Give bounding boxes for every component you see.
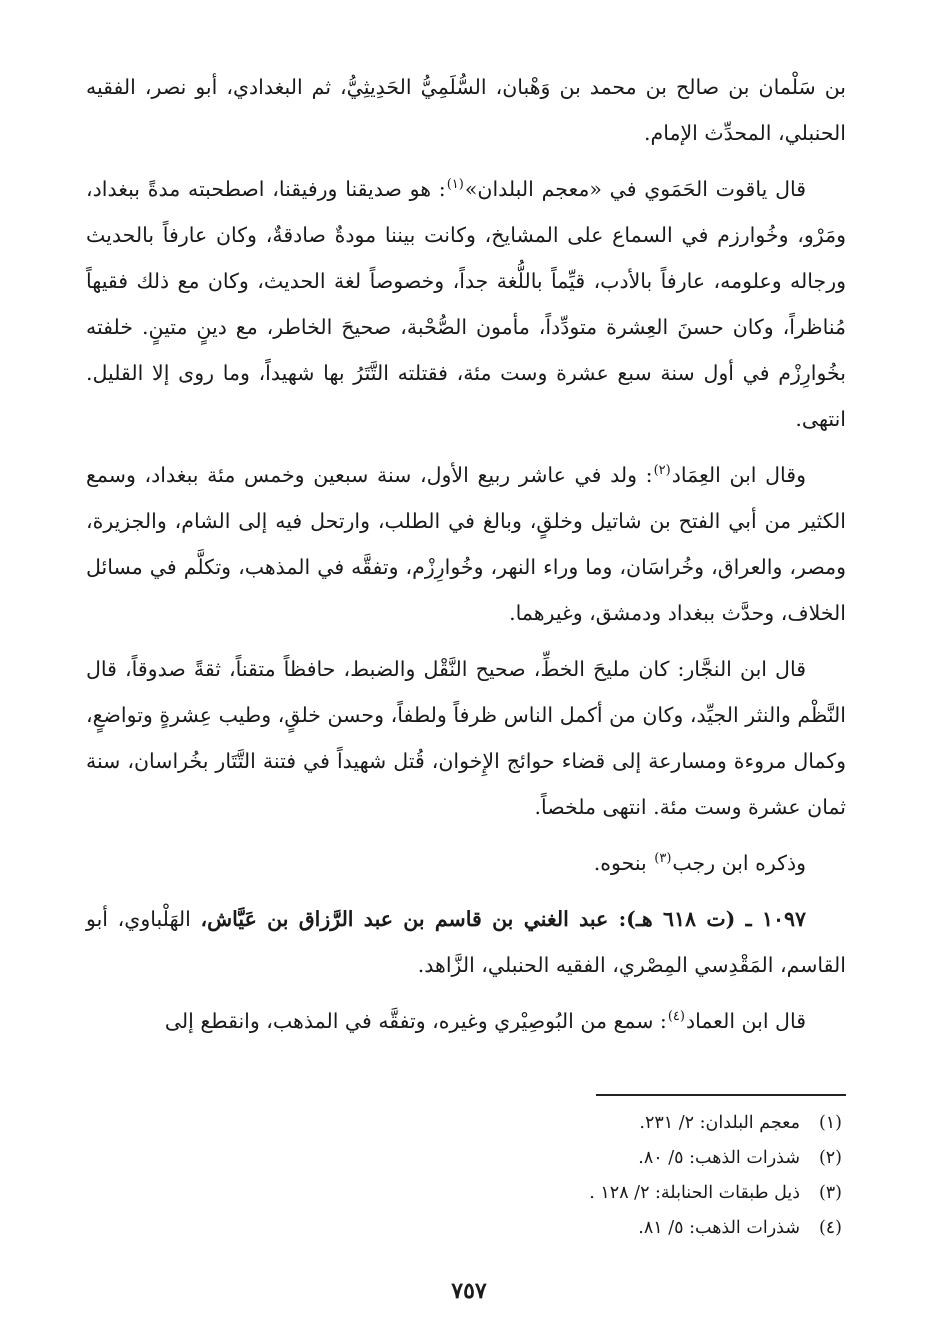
text-run: : سمع من البُوصِيْري وغيره، وتفقَّه في المذهب، وانقطع إلى <box>164 1009 667 1033</box>
text-run: وقال ابن العِمَاد <box>671 463 807 487</box>
footnote-marker: (٢) <box>653 463 671 479</box>
footnote-marker: (١) <box>446 177 464 193</box>
entry-title: ١٠٩٧ ـ (ت ٦١٨ هـ): عبد الغني بن قاسم بن عبد الرَّزاق بن عَيَّاش، <box>200 907 806 931</box>
text-run: بن سَلْمان بن صالح بن محمد بن وَهْبان، السُّلَمِيُّ الحَدِيثِيُّ، ثم البغدادي، أبو نصر، الفقيه الحنبلي، المحدِّث الإمام. <box>86 75 846 145</box>
main-text <box>86 64 846 1054</box>
text-run: : ولد في عاشر ربيع الأول، سنة سبعين وخمس مئة ببغداد، وسمع الكثير من أبي الفتح بن شاتيل وخلقٍ، وبالغ في الطلب، وارتحل فيه إلى الشام، والجزيرة، ومصر، والعراق، وخُراسَان، وما وراء النهر، وخُوارِزْم، وتفقَّه في المذهب، وتكلَّم في مسائل الخلاف، وحدَّث ببغداد ودمشق، وغيرهما. <box>86 463 846 625</box>
text-run: قال ابن العماد <box>685 1009 806 1033</box>
footnote-marker: (٤) <box>667 1009 685 1025</box>
text-run: بنحوه. <box>593 851 654 875</box>
text-run: الهَلْباوي، أبو القاسم، المَقْدِسي المِصْري، الفقيه الحنبلي، الزَّاهد. <box>86 907 846 977</box>
paragraph-ibn-najjar <box>86 646 846 830</box>
footnote-text: ذيل طبقات الحنابلة: ٢/ ١٢٨ . <box>589 1183 800 1203</box>
footnote-number: (٤) <box>818 1218 842 1238</box>
paragraph-ibn-rajab <box>86 840 846 886</box>
footnote-number: (١) <box>818 1113 842 1133</box>
footnote-number: (٢) <box>818 1148 842 1168</box>
paragraph-yaqut-quote <box>86 166 846 442</box>
text-run: قال ابن النجَّار: كان مليحَ الخطِّ، صحيح النَّقْل والضبط، حافظاً متقناً، ثقةً صدوقاً، قال النَّظْم والنثر الجيِّد، وكان من أكمل الناس ظرفاً ولطفاً، وحسن خلقٍ، وطيب عِشرةٍ وتواضعٍ، وكمال مروءة ومسارعة إلى قضاء حوائج الإِخوان، قُتل شهيداً في فتنة التَّتَار بخُراسان، سنة ثمان عشرة وست مئة. انتهى ملخصاً. <box>86 657 846 819</box>
footnote <box>322 1106 842 1141</box>
footnote <box>322 1176 842 1211</box>
text-run: قال ياقوت الحَمَوي في «معجم البلدان» <box>464 177 807 201</box>
footnote <box>322 1141 842 1176</box>
paragraph-ibn-imad <box>86 452 846 636</box>
text-run: وذكره ابن رجب <box>672 851 806 875</box>
footnote-text: شذرات الذهب: ٥/ ٨٠. <box>638 1148 800 1168</box>
footnote-text: معجم البلدان: ٢/ ٢٣١. <box>639 1113 800 1133</box>
footnotes-section <box>322 1106 842 1246</box>
footnote-text: شذرات الذهب: ٥/ ٨١. <box>638 1218 800 1238</box>
entry-heading-1097 <box>86 896 846 988</box>
text-run: : هو صديقنا ورفيقنا، اصطحبته مدةً ببغداد، ومَرْو، وخُوارزم في السماع على المشايخ، وكانت بيننا مودةٌ صادقةٌ، وكان عارفاً بالحديث ورجاله وعلومه، عارفاً بالأدب، قيِّماً باللُّغة جداً، وخصوصاً لغة الحديث، وكان مع ذلك فقيهاً مُناظراً، وكان حسنَ العِشرة متودِّداً، مأمون الصُّحْبة، صحيحَ الخاطر، مع دينٍ متينٍ. خلفته بخُوارِزْم في أول سنة سبع عشرة وست مئة، فقتلته التَّتَرُ بها شهيداً، وما روى إلا القليل. انتهى. <box>86 177 846 431</box>
page-number: ٧٥٧ <box>451 1278 487 1304</box>
footnote-number: (٣) <box>818 1183 842 1203</box>
paragraph-ibn-imad-2 <box>86 998 846 1044</box>
footnote-marker: (٣) <box>654 851 672 867</box>
footnote <box>322 1211 842 1246</box>
footnote-divider <box>596 1094 846 1096</box>
paragraph-biography-name <box>86 64 846 156</box>
